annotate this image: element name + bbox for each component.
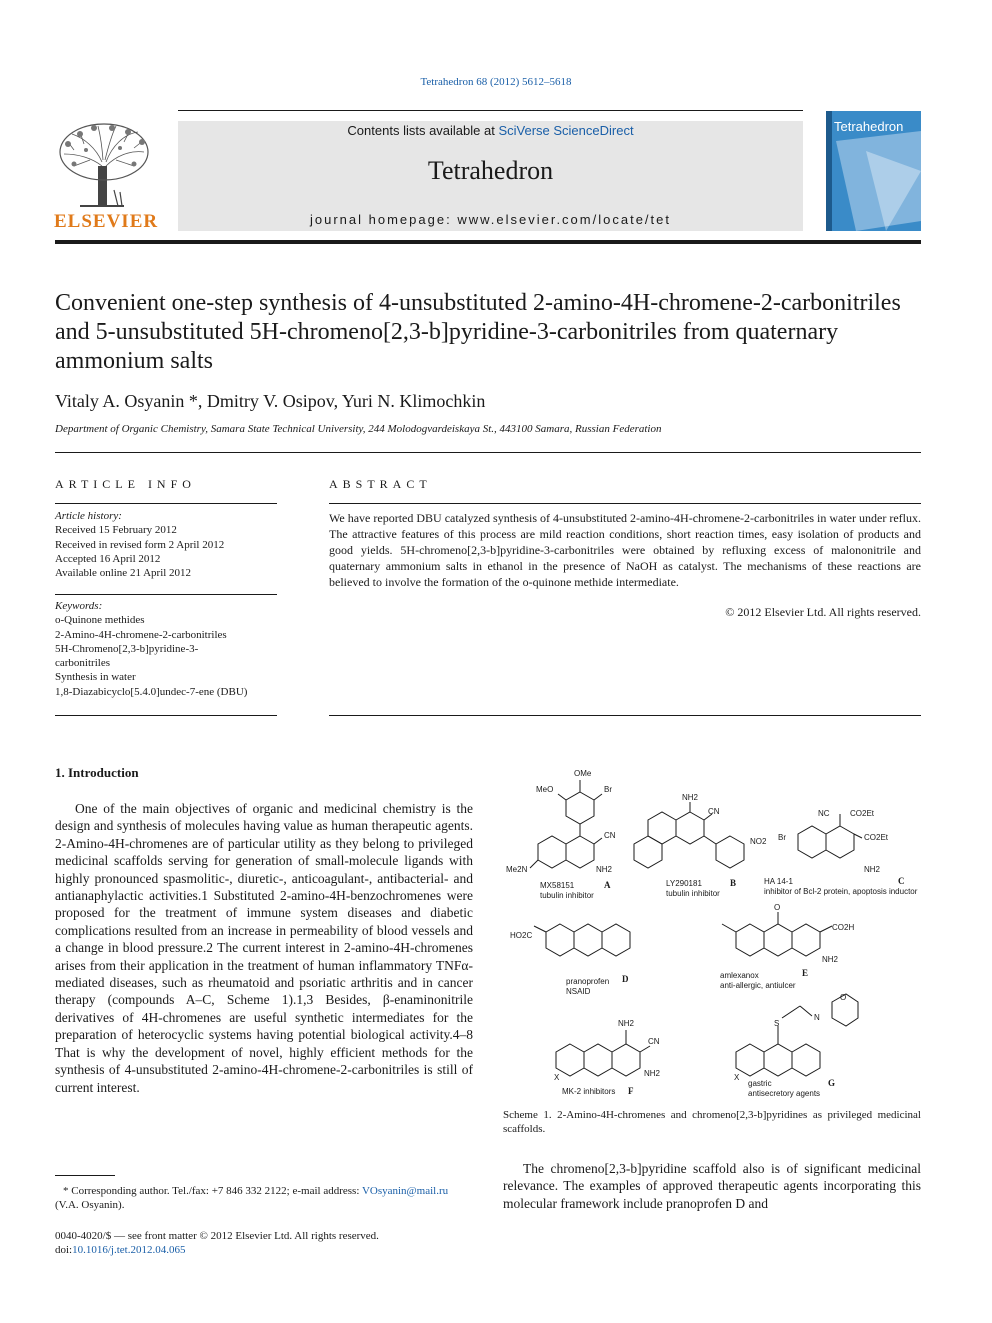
corresponding-author-note (55, 1184, 473, 1212)
title-bottom-rule (55, 452, 921, 453)
label-nh2: NH2 (864, 865, 881, 874)
intro-heading: 1. Introduction (55, 765, 139, 780)
article-info-rule (55, 503, 277, 504)
label-br: Br (778, 833, 786, 842)
abstract-heading: ABSTRACT (329, 477, 432, 491)
keywords-label: Keywords: (55, 600, 103, 612)
history-item: Accepted 16 April 2012 (55, 552, 161, 565)
keyword-item: 2-Amino-4H-chromene-2-carbonitriles (55, 628, 227, 641)
journal-cover-thumbnail[interactable] (826, 111, 921, 231)
article-info-heading: ARTICLE INFO (55, 477, 196, 491)
label-hooc: HO2C (510, 931, 533, 940)
label-no2: NO2 (750, 837, 767, 846)
article-title: Convenient one-step synthesis of 4-unsubstituted 2-amino-4H-chromene-2-carbonitriles and 5-unsubstituted 5H-chromeno[2,3-b]pyridine-3-carbonitriles from quaternary ammonium salts (55, 290, 901, 374)
compound-a-letter: A (604, 880, 611, 890)
abstract-bottom-rule (329, 715, 921, 716)
label-nc: NC (818, 809, 830, 818)
compound-e-name: amlexanox (720, 971, 759, 980)
contents-line (178, 123, 803, 138)
keywords-list (55, 599, 277, 699)
history-item: Received in revised form 2 April 2012 (55, 538, 225, 551)
label-x: X (554, 1073, 560, 1082)
label-co2h: CO2H (832, 923, 855, 932)
sciencedirect-link[interactable]: SciVerse ScienceDirect (498, 123, 634, 138)
label-o: O (774, 903, 781, 912)
history-label: Article history: (55, 510, 122, 522)
abstract-rule (329, 503, 921, 504)
keywords-rule (55, 594, 277, 595)
compound-g-name: gastric (748, 1079, 772, 1088)
label-co2et: CO2Et (850, 809, 875, 818)
compound-g-letter: G (828, 1078, 836, 1088)
journal-masthead (178, 121, 803, 231)
keyword-item: Synthesis in water (55, 671, 136, 684)
corresponding-text: * Corresponding author. Tel./fax: +7 846 332 2122; e-mail address: (63, 1185, 362, 1197)
label-br: Br (604, 785, 612, 794)
history-item: Received 15 February 2012 (55, 524, 177, 537)
scheme-1-caption: Scheme 1. 2-Amino-4H-chromenes and chromeno[2,3-b]pyridines as privileged medicinal scaffolds. (503, 1109, 921, 1135)
compound-c-name: HA 14-1 (764, 877, 793, 886)
right-column-paragraph: The chromeno[2,3-b]pyridine scaffold also is of significant medicinal relevance. The examples of approved therapeutic agents incorporating this molecular framework include pranoprofen D and (503, 1161, 921, 1211)
label-nh2: NH2 (618, 1019, 635, 1028)
journal-name: Tetrahedron (427, 156, 554, 185)
abstract-copyright: © 2012 Elsevier Ltd. All rights reserved. (725, 605, 921, 619)
journal-homepage (178, 212, 803, 227)
keyword-item: 5H-Chromeno[2,3-b]pyridine-3- (55, 642, 199, 655)
compound-f-name: MK-2 inhibitors (562, 1087, 616, 1096)
front-matter-note: 0040-4020/$ — see front matter © 2012 Elsevier Ltd. All rights reserved. (55, 1230, 379, 1242)
article-authors: Vitaly A. Osyanin *, Dmitry V. Osipov, Yuri N. Klimochkin (55, 391, 486, 411)
label-nh2: NH2 (596, 865, 613, 874)
label-ome: OMe (574, 769, 592, 778)
label-nh2: NH2 (822, 955, 839, 964)
doi-prefix: doi: (55, 1244, 73, 1256)
article-history (55, 509, 277, 580)
compound-e-letter: E (802, 968, 809, 978)
keyword-item: carbonitriles (55, 657, 110, 670)
homepage-link[interactable]: www.elsevier.com/locate/tet (457, 212, 671, 227)
doi-line (55, 1243, 473, 1257)
compound-c-desc: inhibitor of Bcl-2 protein, apoptosis inductor (764, 887, 918, 896)
label-nh2: NH2 (682, 793, 699, 802)
history-item: Available online 21 April 2012 (55, 567, 192, 580)
homepage-prefix: journal homepage: (310, 212, 458, 227)
compound-a-name: MX58151 (540, 881, 575, 890)
contents-prefix: Contents lists available at (347, 123, 499, 138)
label-me2n: Me2N (506, 865, 528, 874)
footnote-rule (55, 1175, 115, 1176)
compound-c-letter: C (898, 876, 905, 886)
compound-b-name: LY290181 (666, 879, 702, 888)
compound-d-letter: D (622, 974, 629, 984)
label-s: S (774, 1019, 780, 1028)
author-email-link[interactable]: VOsyanin@mail.ru (361, 1185, 449, 1197)
label-n: N (814, 1013, 820, 1022)
compound-e-desc: anti-allergic, antiulcer (720, 981, 796, 990)
compound-d-name: pranoprofen (566, 977, 610, 986)
label-nh2: NH2 (644, 1069, 661, 1078)
label-co2et: CO2Et (864, 833, 889, 842)
label-cn: CN (648, 1037, 660, 1046)
intro-paragraph: One of the main objectives of organic and medicinal chemistry is the design and synthesis of molecules having value as human therapeutic agents. 2-Amino-4H-chromenes are of particular utility as they belong to privileged medicinal scaffolds serving for generation of small-molecule ligands with highly pronounced spasmolitic-, diuretic-, anticoagulant-, antibacterial- and antianaphylactic activities.1 Substituted 2-amino-4H-benzochromenes were proposed for the treatment of immune system diseases and diabetic complications resulted from an increase in permeability of blood vessels and a change in blood pressure.2 The current interest in 2-amino-4H-chromenes arises from their application in the treatment of human inflammatory TNFα-mediated diseases, such as rheumatoid and psoriatic arthritis and in cancer therapy (compounds A–C, Scheme 1).1,3 Besides, β-enaminonitrile derivatives of 4H-chromenes are useful synthetic intermediates for the preparation of heterocyclic systems having potential biological activity.4–8 That is why the development of novel, highly efficient methods for the synthesis of 4-unsubstituted 2-amino-4H-chromene-2-carbonitriles is still of current interest. (55, 801, 473, 1095)
label-x: X (734, 1073, 740, 1082)
elsevier-tree-logo (54, 120, 154, 212)
keyword-item: o-Quinone methides (55, 614, 145, 627)
journal-citation[interactable]: Tetrahedron 68 (2012) 5612–5618 (420, 76, 572, 88)
doi-link[interactable]: 10.1016/j.tet.2012.04.065 (72, 1244, 186, 1256)
author-affiliation: Department of Organic Chemistry, Samara State Technical University, 244 Molodogvardeiskaya St., 443100 Samara, Russian Federation (55, 423, 662, 435)
label-cn: CN (708, 807, 720, 816)
label-o: O (840, 993, 847, 1002)
compound-b-letter: B (730, 878, 737, 888)
elsevier-wordmark: ELSEVIER (54, 211, 159, 232)
corresponding-tail: (V.A. Osyanin). (55, 1199, 125, 1211)
label-meo: MeO (536, 785, 554, 794)
compound-b-desc: tubulin inhibitor (666, 889, 720, 898)
label-cn: CN (604, 831, 616, 840)
compound-f-letter: F (628, 1086, 634, 1096)
cover-title: Tetrahedron (834, 119, 904, 134)
scheme-1-figure (500, 764, 925, 1104)
header-thick-rule (55, 240, 921, 244)
article-info-bottom-rule (55, 715, 277, 716)
keyword-item: 1,8-Diazabicyclo[5.4.0]undec-7-ene (DBU) (55, 685, 248, 698)
compound-d-desc: NSAID (566, 987, 591, 996)
compound-a-desc: tubulin inhibitor (540, 891, 594, 900)
scheme-1-svg (500, 764, 925, 1104)
abstract-text: We have reported DBU catalyzed synthesis of 4-unsubstituted 2-amino-4H-chromene-2-carbonitriles in water under reflux. The attractive features of this process are mild reaction conditions, short reaction times, easy isolation of products and good yields. 5H-chromeno[2,3-b]pyridine-3-carbonitriles were obtained by refluxing excess of malononitrile and quaternary ammonium salts in ethanol in the presence of NaOH as catalyst. The mechanisms of these reactions are believed to involve the formation of the o-quinone methide intermediate. (329, 511, 921, 589)
header-top-rule (178, 110, 803, 111)
compound-g-desc: antisecretory agents (748, 1089, 821, 1098)
